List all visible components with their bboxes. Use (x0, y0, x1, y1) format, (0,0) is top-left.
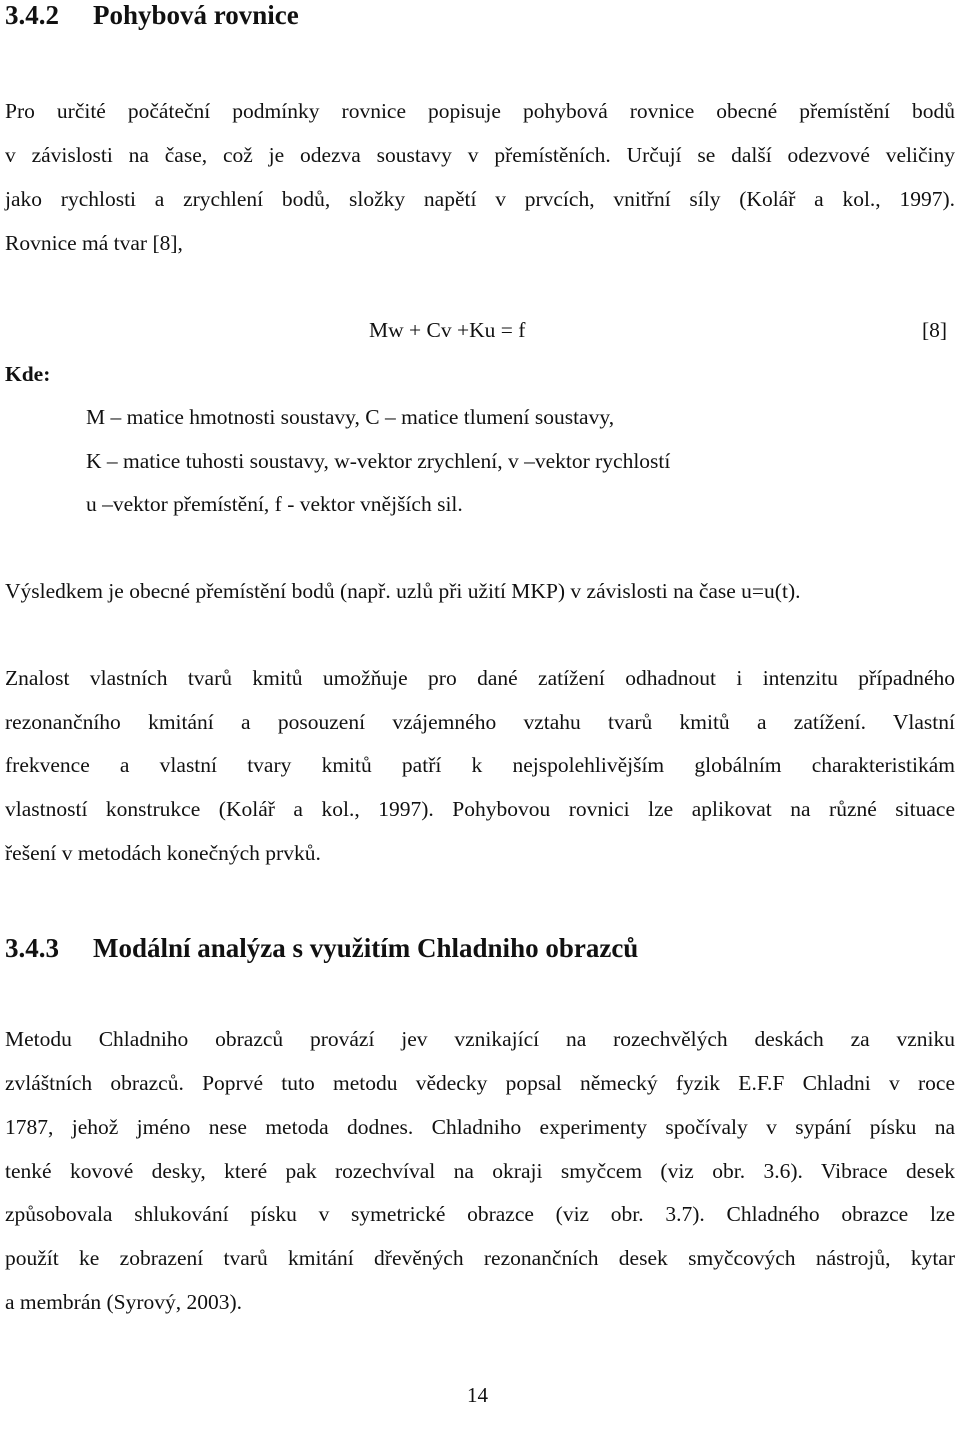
para1-line-2: v závislosti na čase, což je odezva soustavy v přemístěních. Určují se další odezvové veličiny (5, 143, 955, 167)
para1-line-4: Rovnice má tvar [8], (5, 231, 183, 255)
section-number: 3.4.2 (5, 0, 59, 30)
para3-line-7: a membrán (Syrový, 2003). (5, 1290, 243, 1314)
equation-formula: Mw + Cv +Ku = f (369, 318, 526, 342)
para3-line-3: 1787, jehož jméno nese metoda dodnes. Chladniho experimenty spočívaly v sypání písku na (5, 1115, 955, 1139)
where-line-2: K – matice tuhosti soustavy, w-vektor zrychlení, v –vektor rychlostí (86, 449, 671, 473)
section-title: Modální analýza s využitím Chladniho obrazců (93, 933, 639, 963)
page-number: 14 (467, 1383, 488, 1407)
para3-line-5: způsobovala shlukování písku v symetrické obrazce (viz obr. 3.7). Chladného obrazce lze (5, 1202, 955, 1226)
equation-ref: [8] (922, 318, 948, 342)
para2-line-1: Znalost vlastních tvarů kmitů umožňuje pro dané zatížení odhadnout i intenzitu případného (5, 666, 955, 690)
section-heading-3-4-2 (5, 0, 299, 31)
para2-line-3: frekvence a vlastní tvary kmitů patří k nejspolehlivějším globálním charakteristikám (5, 753, 955, 777)
para1-line-3: jako rychlosti a zrychlení bodů, složky napětí v prvcích, vnitřní síly (Kolář a kol., 1997). (5, 187, 955, 211)
section-title: Pohybová rovnice (93, 0, 299, 30)
para3-line-4: tenké kovové desky, které pak rozechvíval na okraji smyčcem (viz obr. 3.6). Vibrace desek (5, 1159, 955, 1183)
where-label: Kde: (5, 362, 51, 386)
para3-line-1: Metodu Chladniho obrazců provází jev vznikající na rozechvělých deskách za vzniku (5, 1027, 955, 1051)
para2-line-2: rezonančního kmitání a posouzení vzájemného vztahu tvarů kmitů a zatížení. Vlastní (5, 710, 955, 734)
para3-line-2: zvláštních obrazců. Poprvé tuto metodu vědecky popsal německý fyzik E.F.F Chladni v roce (5, 1071, 955, 1095)
section-number: 3.4.3 (5, 933, 59, 963)
section-heading-3-4-3 (5, 933, 638, 964)
para1-line-1: Pro určité počáteční podmínky rovnice popisuje pohybová rovnice obecné přemístění bodů (5, 99, 955, 123)
para2-line-5: řešení v metodách konečných prvků. (5, 841, 321, 865)
where-line-3: u –vektor přemístění, f - vektor vnějších sil. (86, 492, 463, 516)
para2-line-4: vlastností konstrukce (Kolář a kol., 1997). Pohybovou rovnici lze aplikovat na různé situace (5, 797, 955, 821)
result-line: Výsledkem je obecné přemístění bodů (např. uzlů při užití MKP) v závislosti na čase u=u(t). (5, 579, 801, 603)
where-line-1: M – matice hmotnosti soustavy, C – matice tlumení soustavy, (86, 405, 615, 429)
para3-line-6: použít ke zobrazení tvarů kmitání dřevěných rezonančních desek smyčcových nástrojů, kytar (5, 1246, 955, 1270)
